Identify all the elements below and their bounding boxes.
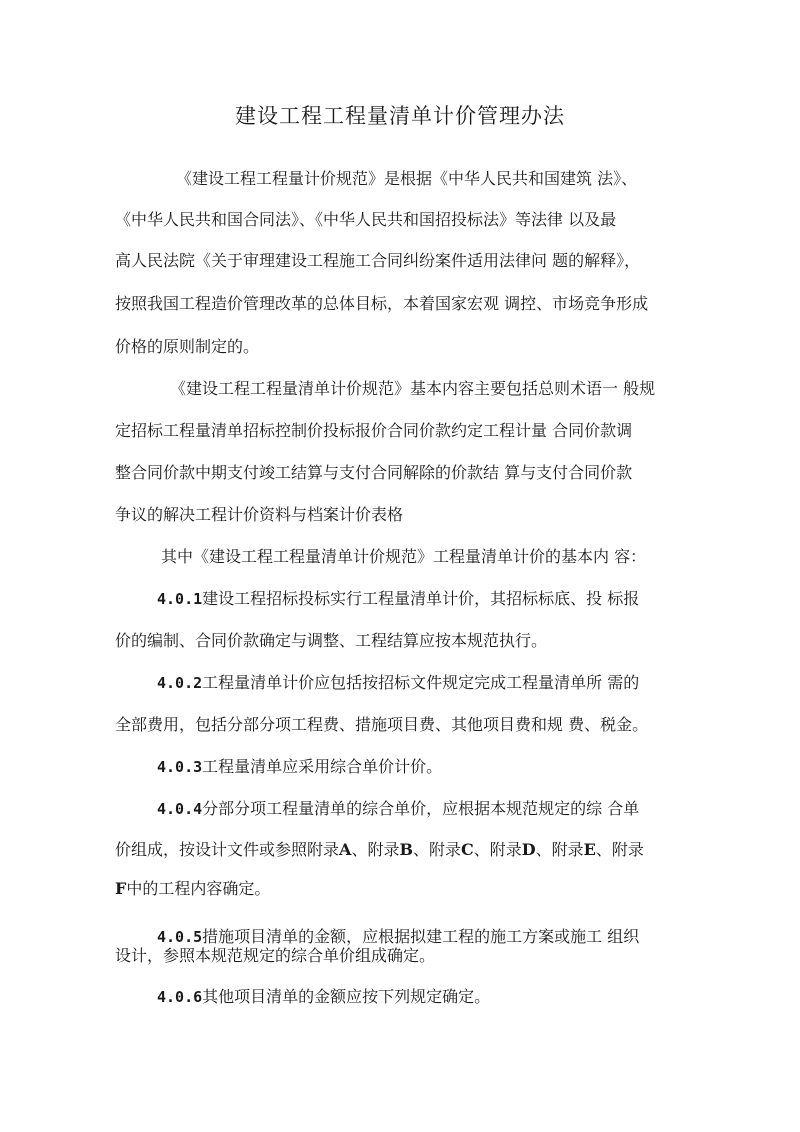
clause-number: 4.0.1 <box>157 590 203 608</box>
clause-text: 工程量清单计价应包括按招标文件规定完成工程量清单所 需的 <box>202 673 640 692</box>
clause-text: 其他项目清单的金额应按下列规定确定。 <box>202 987 491 1006</box>
appendix-letter: B <box>399 840 413 859</box>
paragraph-line: 《建设工程工程量清单计价规范》基本内容主要包括总则术语一 般规 <box>170 379 656 398</box>
paragraph-line: 设计，参照本规范规定的综合单价组成确定。 <box>115 946 436 965</box>
paragraph-line: 按照我国工程造价管理改革的总体目标，本着国家宏观 调控、市场竞争形成 <box>115 294 649 313</box>
clause-line <box>157 757 442 777</box>
clause-number: 4.0.5 <box>157 928 203 946</box>
appendix-letter: E <box>583 840 596 859</box>
paragraph-line: 争议的解决工程计价资料与档案计价表格 <box>115 505 404 524</box>
paragraph-line: 定招标工程量清单招标控制价投标报价合同价款约定工程计量 合同价款调 <box>115 421 633 440</box>
clause-line <box>157 927 639 947</box>
paragraph-line: 《中华人民共和国合同法》、《中华人民共和国招投标法》等法律 以及最 <box>115 210 617 229</box>
clause-number: 4.0.6 <box>157 988 203 1006</box>
clause-number: 4.0.3 <box>157 758 203 776</box>
clause-line <box>157 589 639 609</box>
paragraph-line: 其中《建设工程工程量清单计价规范》工程量清单计价的基本内 容： <box>161 547 647 566</box>
paragraph-line: 价格的原则制定的。 <box>115 337 260 356</box>
clause-line <box>157 987 490 1007</box>
clause-text: 工程量清单应采用综合单价计价。 <box>202 757 443 776</box>
clause-text: 措施项目清单的金额，应根据拟建工程的施工方案或施工 组织 <box>202 927 640 946</box>
clause-line <box>157 673 639 693</box>
paragraph-line: 全部费用，包括分部分项工程费、措施项目费、其他项目费和规 费、税金。 <box>115 715 649 734</box>
document-title: 建设工程工程量清单计价管理办法 <box>235 104 565 128</box>
appendix-letter: C <box>461 840 474 859</box>
paragraph-line: 《建设工程工程量计价规范》是根据《中华人民共和国建筑 法》、 <box>176 169 638 188</box>
appendix-letter: D <box>521 840 536 859</box>
paragraph-line: 高人民法院《关于审理建设工程施工合同纠纷案件适用法律问 题的解释》， <box>115 251 641 270</box>
clause-line <box>157 799 639 819</box>
clause-number: 4.0.2 <box>157 674 203 692</box>
clause-text: 分部分项工程量清单的综合单价，应根据本规范规定的综 合单 <box>202 799 640 818</box>
paragraph-line: 整合同价款中期支付竣工结算与支付合同解除的价款结 算与支付合同价款 <box>115 463 633 482</box>
paragraph-line: 价的编制、合同价款确定与调整、工程结算应按本规范执行。 <box>115 631 548 650</box>
appendix-line: F中的工程内容确定。 <box>115 879 271 898</box>
appendix-letter: F <box>115 879 127 898</box>
appendix-letter: A <box>339 840 352 859</box>
clause-text: 建设工程招标投标实行工程量清单计价，其招标标底、投 标报 <box>202 589 640 608</box>
appendix-line: 价组成，按设计文件或参照附录A、附录B、附录C、附录D、附录E、附录 <box>115 840 644 859</box>
clause-number: 4.0.4 <box>157 800 203 818</box>
